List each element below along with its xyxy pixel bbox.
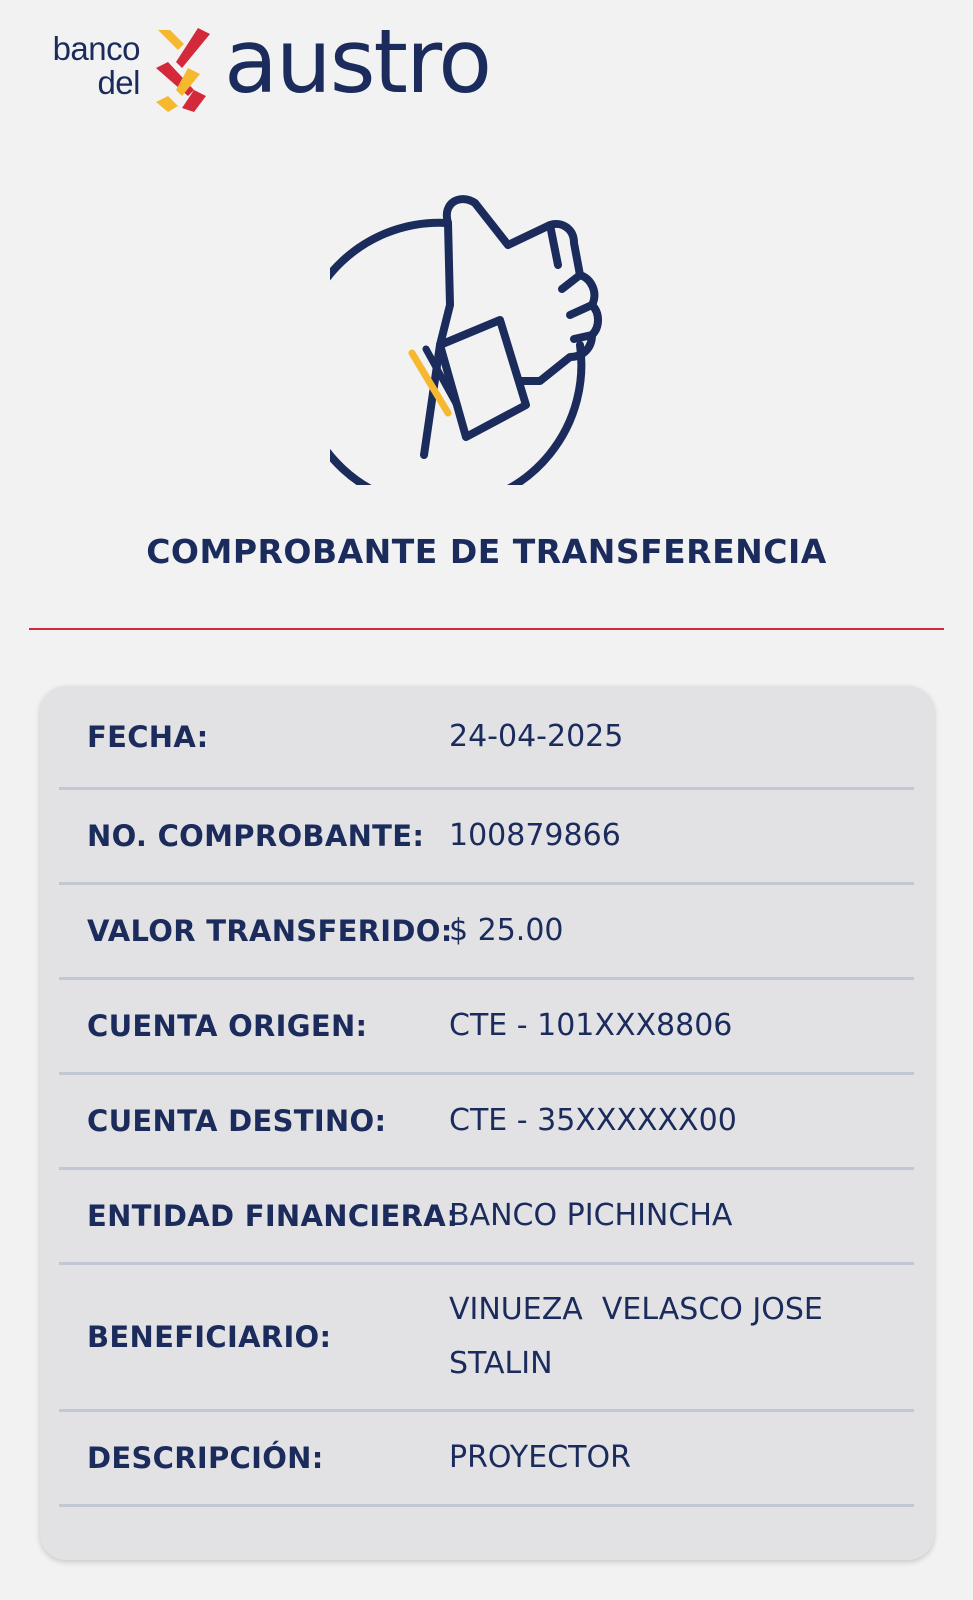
origen-value: CTE - 101XXX8806 <box>449 1008 733 1043</box>
valor-value: $ 25.00 <box>449 913 564 948</box>
logo-word-banco: banco <box>52 30 140 67</box>
descripcion-label: DESCRIPCIÓN: <box>87 1441 324 1475</box>
detail-row-destino <box>59 1075 914 1170</box>
detail-row-comprobante <box>59 790 914 885</box>
destino-value: CTE - 35XXXXXX00 <box>449 1103 737 1138</box>
receipt-card <box>40 686 934 1560</box>
bank-logo <box>28 10 528 118</box>
detail-row-beneficiario <box>59 1265 914 1412</box>
logo-word-austro: austro <box>224 10 491 113</box>
destino-label: CUENTA DESTINO: <box>87 1104 387 1138</box>
thumbs-up-icon <box>330 185 630 485</box>
valor-label: VALOR TRANSFERIDO: <box>87 914 453 948</box>
detail-row-valor <box>59 885 914 980</box>
comprobante-label: NO. COMPROBANTE: <box>87 819 425 853</box>
logo-mark-icon <box>154 28 212 112</box>
receipt-rows <box>59 686 914 1507</box>
descripcion-value: PROYECTOR <box>449 1440 631 1475</box>
fecha-label: FECHA: <box>87 719 209 754</box>
detail-row-descripcion <box>59 1412 914 1507</box>
fecha-value: 24-04-2025 <box>449 718 624 754</box>
detail-row-entidad <box>59 1170 914 1265</box>
title-divider <box>29 628 944 630</box>
logo-small-text <box>28 32 140 100</box>
detail-row-origen <box>59 980 914 1075</box>
page-title: COMPROBANTE DE TRANSFERENCIA <box>146 532 827 571</box>
detail-row-fecha <box>59 686 914 790</box>
logo-word-del: del <box>97 64 140 101</box>
entidad-value: BANCO PICHINCHA <box>449 1198 733 1233</box>
comprobante-value: 100879866 <box>449 818 621 853</box>
beneficiario-value: VINUEZA VELASCO JOSE STALIN <box>449 1292 833 1381</box>
entidad-label: ENTIDAD FINANCIERA: <box>87 1199 459 1233</box>
beneficiario-label: BENEFICIARIO: <box>87 1320 332 1354</box>
origen-label: CUENTA ORIGEN: <box>87 1009 368 1043</box>
